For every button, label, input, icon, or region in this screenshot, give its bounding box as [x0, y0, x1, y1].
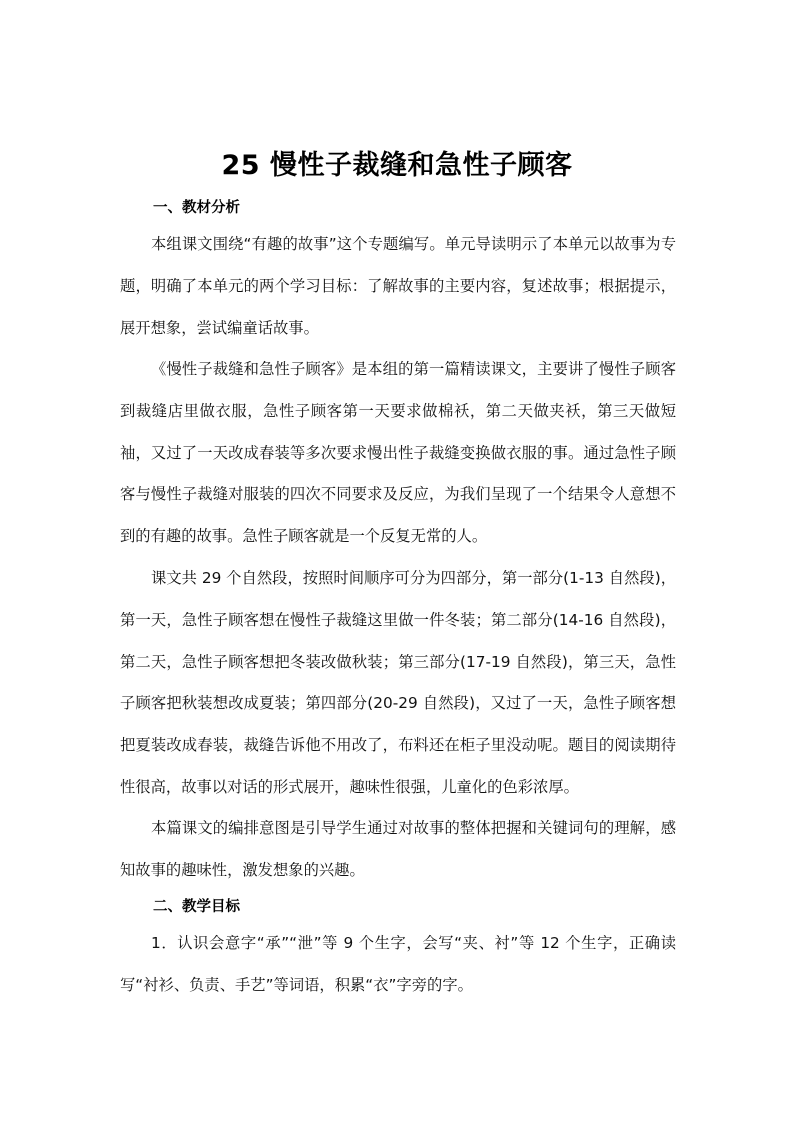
section-heading-goals: 二、教学目标	[153, 899, 240, 915]
paragraph-goal-1: 1．认识会意字“承”“泄”等 9 个生字，会写“夹、衬”等 12 个生字，正确读写“衬衫、负责、手艺”等词语，积累“衣”字旁的字。	[120, 934, 676, 994]
section-heading-analysis: 一、教材分析	[153, 200, 240, 216]
paragraph-analysis-2: 《慢性子裁缝和急性子顾客》是本组的第一篇精读课文，主要讲了慢性子顾客到裁缝店里做衣服，急性子顾客第一天要求做棉袄，第二天做夹袄，第三天做短袖，又过了一天改成春装等多次要求慢出性子裁缝变换做衣服的事。通过急性子顾客与慢性子裁缝对服装的四次不同要求及反应，为我们呈现了一个结果令人意想不到的有趣的故事。急性子顾客就是一个反复无常的人。	[120, 360, 676, 546]
paragraph-analysis-3: 课文共 29 个自然段，按照时间顺序可分为四部分，第一部分(1-13 自然段)，第一天，急性子顾客想在慢性子裁缝这里做一件冬装；第二部分(14-16 自然段)，第二天，急性子顾客想把冬装改做秋装；第三部分(17-19 自然段)，第三天，急性子顾客把秋装想改成夏装；第四部分(20-29 自然段)，又过了一天，急性子顾客想把夏装改成春装，裁缝告诉他不用改了，布料还在柜子里没动呢。题目的阅读期待性很高，故事以对话的形式展开，趣味性很强，儿童化的色彩浓厚。	[120, 569, 676, 796]
paragraph-analysis-1: 本组课文围绕“有趣的故事”这个专题编写。单元导读明示了本单元以故事为专题，明确了本单元的两个学习目标：了解故事的主要内容，复述故事；根据提示，展开想象，尝试编童话故事。	[120, 235, 676, 337]
document-title: 25 慢性子裁缝和急性子顾客	[221, 150, 573, 181]
paragraph-analysis-4: 本篇课文的编排意图是引导学生通过对故事的整体把握和关键词句的理解，感知故事的趣味性，激发想象的兴趣。	[120, 819, 676, 879]
